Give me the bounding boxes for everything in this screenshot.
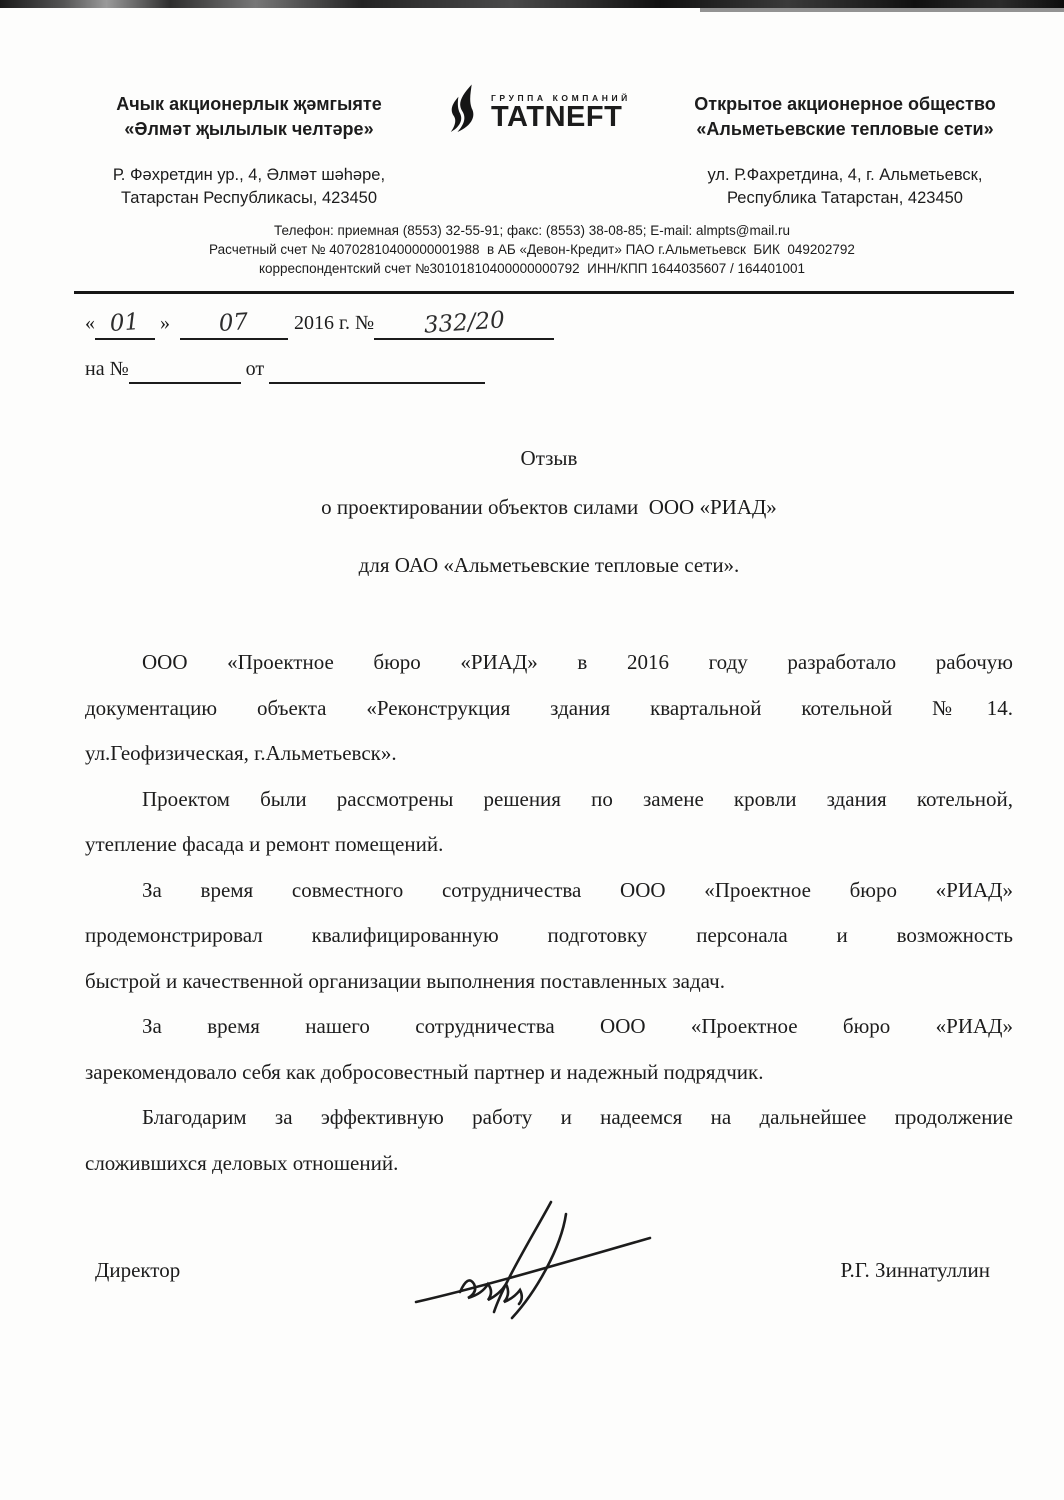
letter-body [85, 640, 1013, 1186]
date-number-line [85, 306, 554, 340]
body-line: продемонстрировал квалифицированную подготовку персонала и возможность [85, 923, 1013, 947]
body-paragraph [85, 1095, 1013, 1186]
ot-underline [269, 352, 485, 384]
scan-edge-artifact [0, 0, 1064, 8]
handwritten-signature [398, 1196, 658, 1320]
day-underline [95, 308, 155, 340]
body-line: За время совместного сотрудничества ООО «Проектное бюро «РИАД» [142, 877, 1013, 902]
org-name-russian-line2: «Альметьевские тепловые сети» [696, 119, 994, 139]
reply-to-line [85, 352, 485, 384]
tatneft-logo-text [491, 84, 631, 133]
header-divider-rule [74, 291, 1014, 294]
signer-role: Директор [95, 1258, 181, 1282]
body-paragraph [85, 868, 1013, 1005]
tatneft-logo [447, 84, 647, 142]
org-name-tatar-line2: «Әлмәт җылылык челтәре» [124, 119, 374, 139]
correspondent-account-line: корреспондентский счет №30101810400000000792 ИНН/КПП 1644035607 / 164401001 [258, 261, 806, 276]
body-paragraph [85, 777, 1013, 868]
org-address-russian-line2: Республика Татарстан, 423450 [727, 189, 963, 207]
body-line: быстрой и качественной организации выполнения поставленных задач. [85, 968, 725, 993]
ot-label: от [245, 358, 265, 380]
month-underline [180, 308, 288, 340]
org-name-tatar-line1: Ачык акционерлык җәмгыяте [116, 94, 382, 114]
na-label: на № [85, 358, 129, 380]
body-line: За время нашего сотрудничества ООО «Проектное бюро «РИАД» [142, 1014, 1013, 1038]
handwritten-doc-number: 332/20 [422, 307, 506, 339]
org-address-tatar-line2: Татарстан Республикасы, 423450 [120, 189, 378, 207]
scan-edge-artifact-2 [700, 8, 1064, 12]
body-line: сложившихся деловых отношений. [85, 1150, 399, 1175]
na-underline [129, 352, 241, 384]
doc-number-underline [374, 308, 554, 340]
title-line2: о проектировании объектов силами ООО «РИАД» [321, 495, 777, 519]
org-name-russian-line1: Открытое акционерное общество [694, 94, 996, 114]
title-line3: для ОАО «Альметьевские тепловые сети». [358, 553, 740, 577]
flame-icon [447, 84, 485, 140]
org-address-russian-line1: ул. Р.Фахретдина, 4, г. Альметьевск, [707, 166, 983, 184]
contact-details [0, 221, 1064, 278]
org-address-tatar [58, 164, 440, 210]
body-line: Проектом были рассмотрены решения по замене кровли здания котельной, [142, 786, 1013, 811]
year-number-label: 2016 г. № [294, 312, 375, 334]
logo-group-label: ГРУППА КОМПАНИЙ [491, 93, 631, 103]
signer-name: Р.Г. Зиннатуллин [840, 1258, 990, 1282]
open-quote: « [85, 312, 95, 334]
handwritten-month: 07 [218, 309, 250, 337]
body-line: ООО «Проектное бюро «РИАД» в 2016 году разработало рабочую [142, 650, 1013, 674]
body-line: утепление фасада и ремонт помещений. [85, 832, 444, 856]
org-name-russian [648, 92, 1042, 142]
body-line: документацию объекта «Реконструкция здания квартальной котельной №14. [85, 695, 1013, 720]
handwritten-day: 01 [109, 309, 141, 337]
body-line: Благодарим за эффективную работу и надеемся на дальнейшее продолжение [142, 1105, 1013, 1129]
body-paragraph [85, 1004, 1013, 1095]
logo-brand-label: TATNEFT [491, 101, 623, 133]
body-line: ул.Геофизическая, г.Альметьевск». [85, 741, 397, 765]
org-address-tatar-line1: Р. Фәхретдин ур., 4, Әлмәт шәһәре, [112, 166, 386, 184]
contact-phone-line: Телефон: приемная (8553) 32-55-91; факс: (8553) 38-08-85; E-mail: almpts@mail.ru [274, 223, 790, 238]
body-line: зарекомендовало себя как добросовестный партнер и надежный подрядчик. [85, 1059, 764, 1084]
org-name-tatar [58, 92, 440, 142]
title-line1: Отзыв [520, 446, 578, 470]
org-address-russian [648, 164, 1042, 210]
close-quote: » [160, 312, 170, 334]
body-paragraph [85, 640, 1013, 777]
letter-title [85, 446, 1013, 578]
bank-account-line: Расчетный счет № 40702810400000001988 в АБ «Девон-Кредит» ПАО г.Альметьевск БИК 049202792 [209, 242, 855, 257]
